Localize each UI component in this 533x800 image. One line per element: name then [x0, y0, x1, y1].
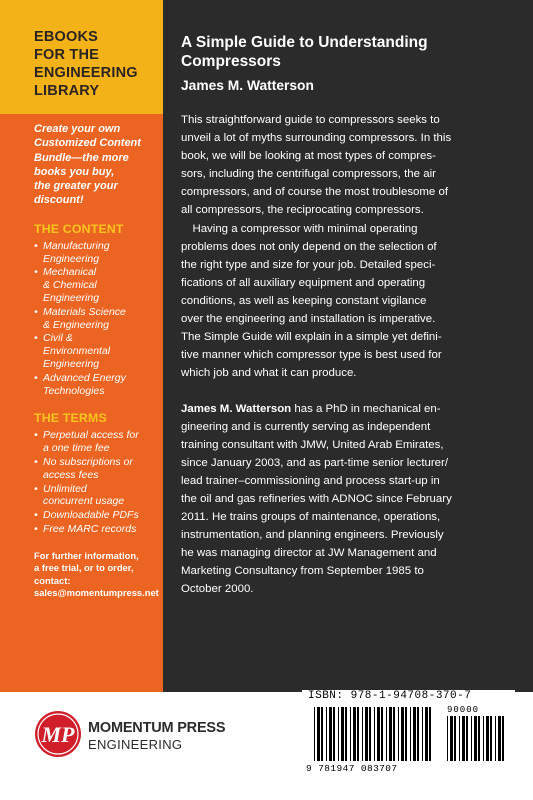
promo-line: Create your own	[34, 123, 121, 135]
text-line: book, we will be looking at most types of compres-	[181, 150, 436, 163]
ean-barcode	[314, 707, 434, 761]
list-item-line: Technologies	[43, 384, 105, 397]
text-line: Marketing Consultancy from September 1985 to	[181, 565, 424, 578]
bullet-icon: •	[34, 522, 38, 535]
barcode-bar	[357, 707, 359, 761]
barcode-bar	[490, 716, 492, 761]
list-item-line: Manufacturing	[43, 239, 110, 252]
text-line: over the engineering and installation is imperative.	[181, 313, 436, 326]
text-line: conditions, as well as keeping constant vigilance	[181, 295, 427, 308]
barcode-bar	[450, 716, 453, 761]
barcode-bar	[369, 707, 371, 761]
barcode-bar	[314, 707, 315, 761]
barcode-bar	[374, 707, 375, 761]
svg-text:MP: MP	[41, 722, 75, 747]
book-title	[181, 33, 428, 71]
list-item-line: Mechanical	[43, 266, 97, 279]
contact-info	[34, 550, 155, 587]
description-paragraph-1	[181, 111, 515, 219]
text-line: The Simple Guide will explain in a simple yet defini-	[181, 331, 442, 344]
bullet-icon: •	[34, 509, 38, 522]
barcode-bar	[447, 716, 448, 761]
contact-line: contact:	[34, 574, 71, 586]
addon-number: 90000	[447, 705, 480, 715]
text-line: October 2000.	[181, 583, 254, 596]
contact-line: For further information,	[34, 549, 139, 561]
text-line: training consultant with JMW, United Arab Emirates,	[181, 439, 444, 452]
barcode-bar	[471, 716, 472, 761]
text-line: the oil and gas refineries with ADNOC since February	[181, 493, 452, 506]
publisher-imprint: ENGINEERING	[88, 737, 183, 752]
sidebar-header-line: LIBRARY	[34, 83, 100, 99]
bullet-icon: •	[34, 266, 38, 279]
text-line: 2011. He trains groups of maintenance, operations,	[181, 511, 441, 524]
text-line: lead trainer–commissioning and process start-up in	[181, 475, 440, 488]
book-author: James M. Watterson	[181, 78, 314, 93]
bullet-icon: •	[34, 482, 38, 495]
content-list	[34, 240, 155, 398]
content-section-title: THE CONTENT	[34, 221, 124, 236]
list-item-line: concurrent usage	[43, 495, 125, 508]
text-line: Having a compressor with minimal operating	[181, 223, 418, 235]
text-line: unveil a lot of myths surrounding compressors. In this	[181, 132, 452, 145]
sidebar-header-line: FOR THE	[34, 47, 100, 63]
description-paragraph-2	[181, 220, 515, 382]
list-item-line: Environmental	[43, 345, 111, 358]
ean-number: 9 781947 083707	[306, 763, 398, 774]
promo-line: books you buy,	[34, 165, 115, 178]
barcode-bar	[502, 716, 504, 761]
list-item-line: & Chemical	[43, 279, 97, 292]
bullet-icon: •	[34, 371, 38, 384]
isbn-label: ISBN: 978-1-94708-370-7	[308, 690, 472, 702]
list-item-line: Engineering	[43, 357, 100, 370]
bullet-icon: •	[34, 429, 38, 442]
list-item	[34, 456, 155, 482]
list-item-line: Materials Science	[43, 305, 126, 318]
list-item-line: & Engineering	[43, 318, 109, 331]
list-item	[34, 523, 155, 536]
list-item-line: Advanced Energy	[43, 371, 126, 384]
barcode-bar	[413, 707, 416, 761]
list-item-line: Civil &	[43, 332, 73, 345]
list-item-line: No subscriptions or	[43, 455, 133, 468]
barcode-bar	[474, 716, 477, 761]
list-item	[34, 509, 155, 522]
text-line: problems does not only depend on the selection of	[181, 241, 437, 254]
list-item	[34, 332, 155, 370]
list-item-line: Unlimited	[43, 482, 87, 495]
barcode-bar	[422, 707, 423, 761]
barcode-bar	[353, 707, 356, 761]
barcode-bar	[459, 716, 460, 761]
list-item	[34, 266, 155, 304]
list-item-line: access fees	[43, 468, 99, 481]
list-item-line: a one time fee	[43, 442, 110, 455]
barcode-bar	[498, 716, 501, 761]
publisher-name: MOMENTUM PRESS	[88, 720, 226, 736]
barcode-bar	[321, 707, 323, 761]
promo-line: Customized Content	[34, 137, 141, 150]
text-line: compressors, and of course the most troublesome of	[181, 186, 448, 199]
barcode-bar	[425, 707, 428, 761]
barcode-bar	[410, 707, 411, 761]
promo-line: the greater your	[34, 180, 118, 193]
publisher-logo-icon	[34, 710, 82, 758]
text-line: fications of all auxiliary equipment and operating	[181, 277, 426, 290]
barcode-bar	[338, 707, 339, 761]
barcode-bar	[417, 707, 419, 761]
barcode-bar	[401, 707, 404, 761]
terms-list	[34, 429, 155, 535]
addon-barcode	[447, 716, 509, 761]
sidebar-header	[0, 0, 163, 114]
barcode-bar	[478, 716, 480, 761]
barcode-bar	[329, 707, 332, 761]
barcode-bar	[377, 707, 380, 761]
barcode-bar	[495, 716, 496, 761]
list-item	[34, 372, 155, 398]
barcode-bar	[326, 707, 327, 761]
barcode-bar	[462, 716, 465, 761]
book-title-line: Compressors	[181, 53, 281, 70]
list-item-line: Perpetual access for	[43, 429, 139, 442]
author-bio	[181, 400, 515, 599]
text-line: which job and what it can produce.	[181, 367, 357, 380]
barcode-bar	[454, 716, 456, 761]
bullet-icon: •	[34, 305, 38, 318]
barcode-bar	[405, 707, 407, 761]
contact-line: a free trial, or to order,	[34, 562, 134, 574]
barcode-bar	[389, 707, 392, 761]
barcode-bar	[381, 707, 383, 761]
bio-text: has a PhD in mechanical en-	[291, 403, 441, 415]
list-item	[34, 240, 155, 266]
promo-text	[34, 122, 155, 208]
contact-email-link[interactable]: sales@momentumpress.net	[34, 586, 159, 598]
barcode-bar	[483, 716, 484, 761]
sidebar	[0, 0, 163, 692]
list-item-line: Engineering	[43, 252, 100, 265]
list-item-line: Downloadable PDFs	[43, 509, 139, 522]
barcode-bar	[486, 716, 489, 761]
barcode-bar	[386, 707, 387, 761]
barcode-bar	[317, 707, 320, 761]
barcode-bar	[362, 707, 363, 761]
promo-line: discount!	[34, 194, 84, 207]
text-line: This straightforward guide to compressors seeks to	[181, 114, 440, 126]
text-line: gineering and is currently serving as independent	[181, 421, 431, 434]
barcode-bar	[429, 707, 431, 761]
text-line: since January 2003, and as part-time senior lecturer/	[181, 457, 449, 470]
text-line: all compressors, the reciprocating compressors.	[181, 204, 424, 217]
text-line: the right type and size for your job. Detailed speci-	[181, 259, 436, 272]
text-line: he was managing director at JW Management and	[181, 547, 437, 560]
text-line: tive manner which compressor type is best used for	[181, 349, 442, 362]
barcode-bar	[365, 707, 368, 761]
text-line: instrumentation, and planning engineers. Previously	[181, 529, 444, 542]
terms-section-title: THE TERMS	[34, 411, 107, 426]
barcode-bar	[341, 707, 344, 761]
list-item	[34, 483, 155, 509]
barcode-bar	[466, 716, 468, 761]
book-title-line: A Simple Guide to Understanding	[181, 34, 428, 51]
sidebar-body	[0, 114, 163, 599]
bullet-icon: •	[34, 239, 38, 252]
bullet-icon: •	[34, 455, 38, 468]
barcode-bar	[398, 707, 399, 761]
promo-line: Bundle—the more	[34, 151, 129, 164]
bullet-icon: •	[34, 332, 38, 345]
text-line	[181, 400, 515, 418]
bio-author-name: James M. Watterson	[181, 403, 292, 415]
barcode-bar	[345, 707, 347, 761]
list-item	[34, 429, 155, 455]
list-item-line: Free MARC records	[43, 522, 137, 535]
barcode-bar	[393, 707, 395, 761]
text-line: sors, including the centrifugal compressors, the air	[181, 168, 436, 181]
sidebar-header-line: ENGINEERING	[34, 65, 138, 81]
list-item-line: Engineering	[43, 291, 100, 304]
list-item	[34, 306, 155, 332]
sidebar-header-line: EBOOKS	[34, 29, 99, 45]
barcode-bar	[350, 707, 351, 761]
barcode-bar	[333, 707, 335, 761]
